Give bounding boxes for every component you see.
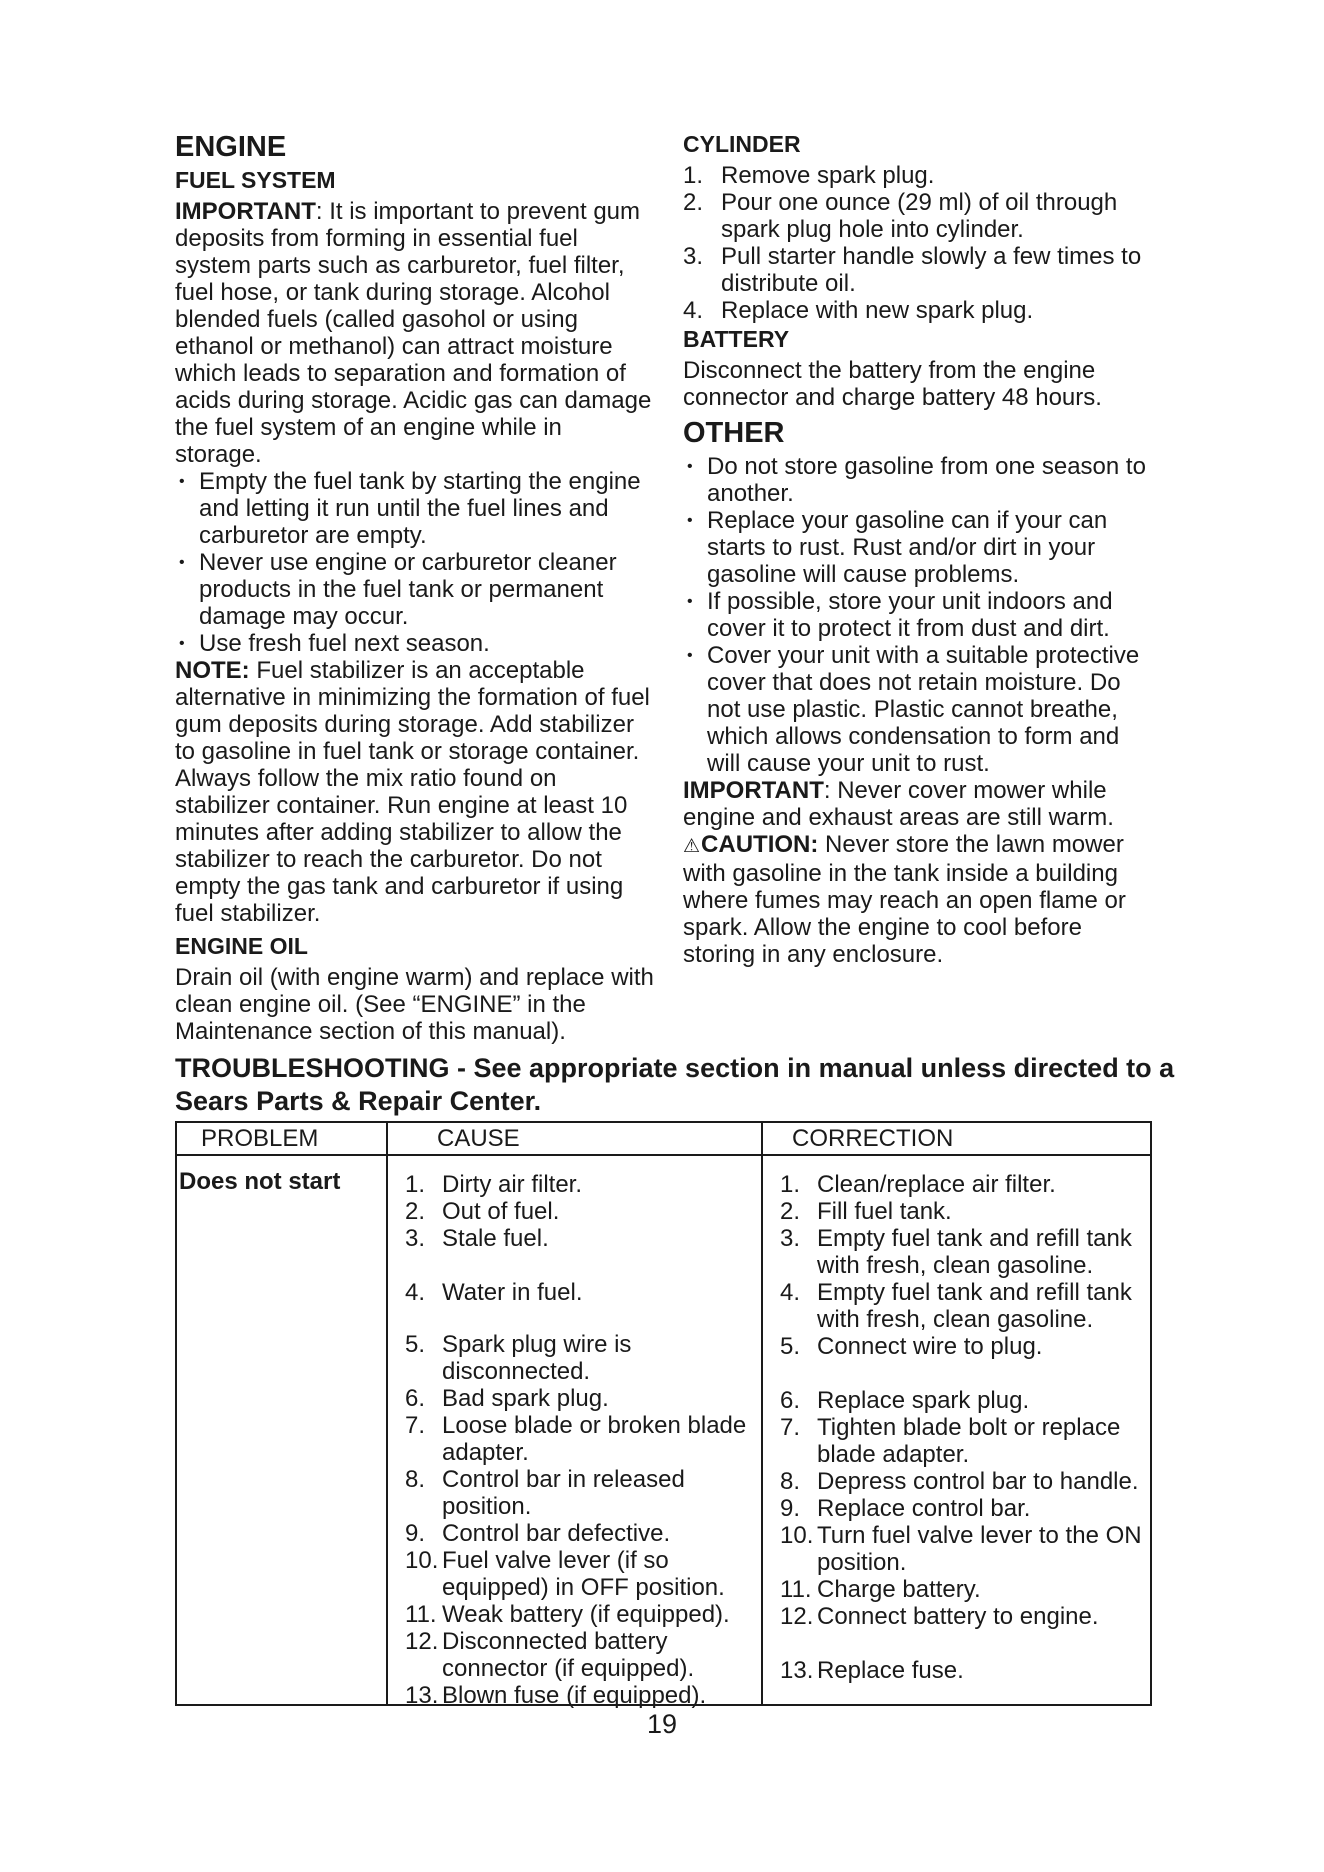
item-number: 8. [780, 1468, 801, 1495]
item-number: 5. [405, 1331, 426, 1358]
list-item [780, 1414, 1150, 1468]
item-number: 3. [683, 243, 704, 270]
list-item [780, 1225, 1150, 1279]
item-text: Replace control bar. [817, 1495, 1031, 1522]
page-number: 19 [646, 1709, 678, 1739]
troubleshooting-table [175, 1121, 1152, 1709]
item-number: 2. [780, 1198, 801, 1225]
item-text: Replace fuse. [817, 1657, 964, 1684]
list-item [683, 297, 1149, 324]
list-item [780, 1468, 1150, 1495]
list-item [780, 1333, 1150, 1387]
list-item [780, 1495, 1150, 1522]
item-text: Spark plug wire is disconnected. [442, 1331, 632, 1385]
item-number: 4. [683, 297, 704, 324]
item-number: 6. [780, 1387, 801, 1414]
item-text: Water in fuel. [442, 1279, 583, 1306]
item-text: Empty fuel tank and refill tank with fresh, clean gasoline. [817, 1279, 1132, 1333]
item-number: 7. [405, 1412, 426, 1439]
left-column [175, 131, 655, 1045]
important-text: : Never cover mower while engine and exhaust areas are still warm. [683, 777, 1114, 831]
item-number: 7. [780, 1414, 801, 1441]
other-heading: OTHER [683, 417, 785, 449]
list-item [780, 1171, 1150, 1198]
item-text: Replace spark plug. [817, 1387, 1030, 1414]
item-number: 3. [780, 1225, 801, 1252]
fuel-bullet-list [175, 468, 655, 657]
item-text: Remove spark plug. [721, 162, 935, 189]
item-text: Tighten blade bolt or replace blade adapter. [817, 1414, 1121, 1468]
note-label: NOTE: [175, 657, 250, 684]
item-text: Fill fuel tank. [817, 1198, 952, 1225]
list-item [405, 1628, 755, 1682]
list-item [683, 162, 1149, 189]
list-item: • Never use engine or carburetor cleaner products in the fuel tank or permanent damage may occur. [175, 549, 655, 630]
list-item [780, 1576, 1150, 1603]
item-text: Disconnected battery connector (if equipped). [442, 1628, 695, 1682]
item-text: Fuel valve lever (if so equipped) in OFF position. [442, 1547, 725, 1601]
battery-heading: BATTERY [683, 326, 790, 352]
list-item [780, 1387, 1150, 1414]
list-item: • Replace your gasoline can if your can starts to rust. Rust and/or dirt in your gasoline will cause problems. [683, 507, 1149, 588]
item-text: Clean/replace air filter. [817, 1171, 1056, 1198]
item-text: Dirty air filter. [442, 1171, 583, 1198]
column-divider [386, 1123, 388, 1704]
item-number: 8. [405, 1466, 426, 1493]
item-text: Stale fuel. [442, 1225, 549, 1252]
right-column [683, 131, 1149, 968]
item-number: 1. [780, 1171, 801, 1198]
correction-cell [780, 1171, 1150, 1684]
item-text: Bad spark plug. [442, 1385, 609, 1412]
item-number: 11. [780, 1576, 812, 1603]
list-item [405, 1682, 755, 1709]
engine-oil-text: Drain oil (with engine warm) and replace with clean engine oil. (See “ENGINE” in the Maintenance section of this manual). [175, 964, 654, 1045]
item-text: Loose blade or broken blade adapter. [442, 1412, 747, 1466]
other-bullet-list [683, 453, 1149, 777]
list-item [405, 1547, 755, 1601]
other-important-paragraph [683, 777, 1149, 831]
header-problem: PROBLEM [201, 1125, 319, 1152]
note-text: Fuel stabilizer is an acceptable alternative in minimizing the formation of fuel gum deposits during storage. Add stabilizer to gasoline in fuel tank or storage container. Always follow the mix ratio found on stabilizer container. Run engine at least 10 minutes after adding stabilizer to allow the stabilizer to reach the carburetor. Do not empty the gas tank and carburetor if using fuel stabilizer. [175, 657, 650, 927]
item-number: 13. [780, 1657, 814, 1684]
list-item [780, 1522, 1150, 1576]
item-number: 4. [780, 1279, 801, 1306]
item-number: 11. [405, 1601, 437, 1628]
item-text: Charge battery. [817, 1576, 981, 1603]
item-text: Out of fuel. [442, 1198, 560, 1225]
list-item [405, 1279, 755, 1331]
item-number: 1. [405, 1171, 426, 1198]
list-item [780, 1198, 1150, 1225]
list-item [405, 1385, 755, 1412]
item-number: 2. [683, 189, 704, 216]
list-item [405, 1225, 755, 1279]
item-number: 13. [405, 1682, 439, 1709]
cause-list [405, 1171, 755, 1709]
item-text: Pull starter handle slowly a few times to distribute oil. [721, 243, 1142, 297]
item-text: Replace with new spark plug. [721, 297, 1034, 324]
engine-heading: ENGINE [175, 131, 287, 163]
header-divider [177, 1154, 1150, 1156]
list-item [405, 1171, 755, 1198]
cylinder-heading: CYLINDER [683, 131, 801, 157]
item-number: 1. [683, 162, 704, 189]
list-item [405, 1198, 755, 1225]
item-number: 10. [780, 1522, 814, 1549]
item-number: 9. [780, 1495, 801, 1522]
list-item [780, 1657, 1150, 1684]
list-item [683, 243, 1149, 297]
correction-list [780, 1171, 1150, 1684]
list-item: • Cover your unit with a suitable protective cover that does not retain moisture. Do not use plastic. Plastic cannot breathe, which allows condensation to form and will cause your unit to rust. [683, 642, 1149, 777]
header-cause: CAUSE [437, 1125, 520, 1152]
list-item: • Empty the fuel tank by starting the engine and letting it run until the fuel lines and carburetor are empty. [175, 468, 655, 549]
important-label: IMPORTANT [175, 198, 316, 225]
item-text: Depress control bar to handle. [817, 1468, 1139, 1495]
cause-cell [405, 1171, 755, 1709]
list-item [405, 1601, 755, 1628]
troubleshooting-title: TROUBLESHOOTING - See appropriate section in manual unless directed to a Sears Parts & Repair Center. [175, 1053, 1175, 1116]
item-text: Empty fuel tank and refill tank with fresh, clean gasoline. [817, 1225, 1132, 1279]
list-item [405, 1520, 755, 1547]
warning-triangle-icon: ⚠ [683, 836, 701, 857]
engine-oil-heading: ENGINE OIL [175, 933, 308, 959]
problem-cell: Does not start [179, 1168, 341, 1195]
item-number: 10. [405, 1547, 439, 1574]
column-divider [761, 1123, 763, 1704]
item-number: 3. [405, 1225, 426, 1252]
list-item: • Use fresh fuel next season. [175, 630, 655, 657]
item-text: Connect wire to plug. [817, 1333, 1043, 1360]
item-text: Connect battery to engine. [817, 1603, 1099, 1630]
item-number: 12. [405, 1628, 439, 1655]
list-item [405, 1466, 755, 1520]
important-text: : It is important to prevent gum deposits from forming in essential fuel system parts such as carburetor, fuel filter, fuel hose, or tank during storage. Alcohol blended fuels (called gasohol or using ethanol or methanol) can attract moisture which leads to separation and formation of acids during storage. Acidic gas can damage the fuel system of an engine while in storage. [175, 198, 652, 468]
caution-text: Never store the lawn mower with gasoline in the tank inside a building where fumes may reach an open flame or spark. Allow the engine to cool before storing in any enclosure. [683, 831, 1126, 968]
item-text: Weak battery (if equipped). [442, 1601, 730, 1628]
item-number: 2. [405, 1198, 426, 1225]
item-text: Control bar defective. [442, 1520, 671, 1547]
important-label: IMPORTANT [683, 777, 824, 804]
note-paragraph [175, 657, 655, 927]
caution-paragraph [683, 831, 1149, 968]
item-text: Turn fuel valve lever to the ON position. [817, 1522, 1142, 1576]
item-text: Control bar in released position. [442, 1466, 685, 1520]
fuel-system-heading: FUEL SYSTEM [175, 167, 336, 193]
item-number: 12. [780, 1603, 814, 1630]
list-item: • Do not store gasoline from one season to another. [683, 453, 1149, 507]
list-item [405, 1412, 755, 1466]
list-item [683, 189, 1149, 243]
header-correction: CORRECTION [792, 1125, 954, 1152]
item-number: 9. [405, 1520, 426, 1547]
list-item: • If possible, store your unit indoors and cover it to protect it from dust and dirt. [683, 588, 1149, 642]
item-number: 5. [780, 1333, 801, 1360]
list-item [780, 1279, 1150, 1333]
caution-label: CAUTION: [701, 831, 819, 858]
item-text: Blown fuse (if equipped). [442, 1682, 707, 1709]
list-item [780, 1603, 1150, 1657]
fuel-important-paragraph [175, 198, 655, 468]
list-item [405, 1331, 755, 1385]
cylinder-steps [683, 162, 1149, 324]
item-number: 6. [405, 1385, 426, 1412]
battery-text: Disconnect the battery from the engine connector and charge battery 48 hours. [683, 357, 1102, 411]
item-number: 4. [405, 1279, 426, 1306]
item-text: Pour one ounce (29 ml) of oil through spark plug hole into cylinder. [721, 189, 1118, 243]
